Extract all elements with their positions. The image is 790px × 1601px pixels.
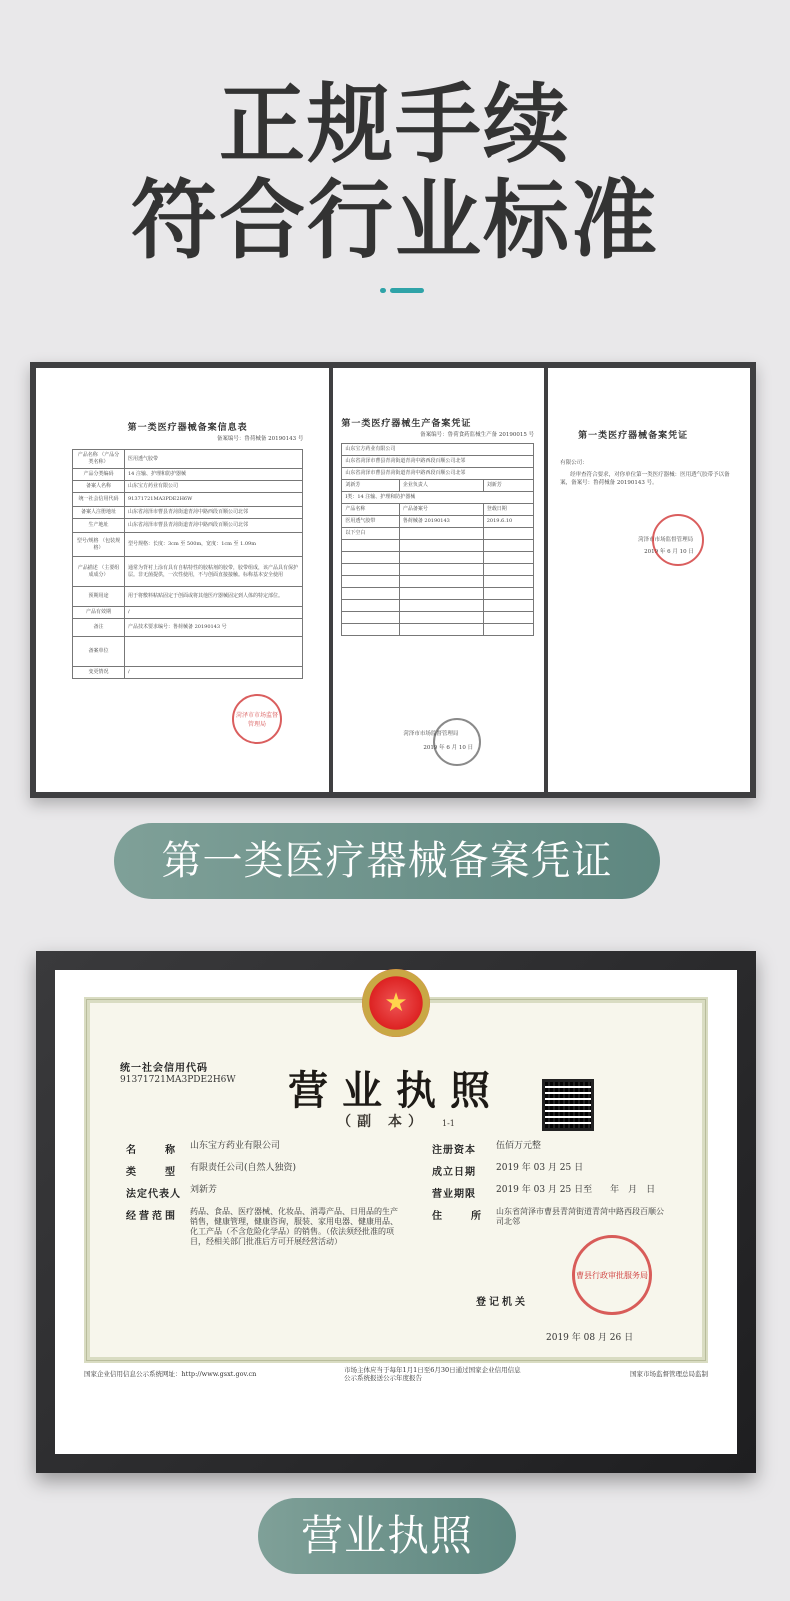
official-seal: 菏泽市市场监督管理局 (232, 694, 282, 744)
table-row (73, 607, 303, 619)
filing-certificate-date: 2019 年 6 月 10 日 (644, 549, 694, 555)
registration-authority-label: 登记机关 (476, 1297, 528, 1308)
official-seal (652, 514, 704, 566)
address-cell-1: 山东省菏泽市曹县青菏街道青菏中路西段百顺公司北邻 (342, 456, 534, 468)
production-date: 2019 年 6 月 10 日 (423, 745, 474, 751)
scope-label: 经营范围 (126, 1211, 178, 1222)
row-value: 山东宝方药业有限公司 (125, 481, 303, 493)
hero-line-1: 正规手续 (219, 75, 571, 175)
row-label: 产品描述 （主要组成成分） (73, 557, 125, 587)
company-address: 山东省菏泽市曹县青菏街道青菏中路西段百顺公司北邻 (496, 1207, 664, 1226)
frame-mat (55, 970, 737, 1454)
row-label: 统一社会信用代码 (73, 493, 125, 507)
filing-info-title: 第一类医疗器械备案信息表 (127, 423, 248, 433)
table-header: 产品备案号 (399, 504, 483, 516)
address-cell-2: 山东省菏泽市曹县青菏街道青菏中路西段百顺公司北邻 (342, 468, 534, 480)
credit-code-label: 统一社会信用代码 (120, 1063, 208, 1074)
table-row (73, 587, 303, 607)
license-title: 营业执照 (288, 1067, 504, 1114)
row-label: 产品有效期 (73, 607, 125, 619)
accent-divider (380, 288, 424, 293)
row-label: 生产地址 (73, 519, 125, 533)
table-row (73, 533, 303, 557)
business-scope: 药品、食品、医疗器械、化妆品、消毒产品、日用品的生产销售，健康管理，健康咨询，服装、家用电器、健康用品、化工产品（不含危险化学品）的销售。（依法须经批准的项目，经相关部门批准后方可开展经营活动） (190, 1207, 398, 1246)
filing-info-table (72, 449, 303, 679)
type-label: 类 型 (126, 1167, 178, 1178)
row-value: 产品技术要求编号：鲁荷械备 20190143 号 (125, 619, 303, 637)
company-type: 有限责任公司(自然人独资) (190, 1163, 297, 1173)
filing-certificate-sheet (548, 368, 750, 792)
table-row (73, 619, 303, 637)
filing-info-number: 备案编号：鲁荷械备 20190143 号 (216, 436, 304, 442)
row-label: 型号/规格 （包装规格） (73, 533, 125, 557)
row-label: 备案人注册地址 (73, 507, 125, 519)
table-header: 产品名称 (342, 504, 399, 516)
row-value: 山东省菏泽市曹县青菏街道青菏中路西段百顺公司北邻 (125, 519, 303, 533)
founded-date: 2019 年 03 月 25 日 (496, 1163, 584, 1173)
capital-label: 注册资本 (432, 1145, 476, 1156)
hero-heading (0, 75, 790, 271)
row-label: 预期用途 (73, 587, 125, 607)
table-row (73, 493, 303, 507)
table-row (73, 637, 303, 667)
registered-capital: 伍佰万元整 (496, 1141, 542, 1151)
founded-label: 成立日期 (432, 1167, 476, 1178)
leader-label-cell: 企业负责人 (399, 480, 483, 492)
official-seal: 曹县行政审批服务局 (572, 1235, 652, 1315)
scope-cell: Ⅰ类：14 注输、护理和防护器械 (342, 492, 534, 504)
official-seal (433, 718, 481, 766)
national-emblem-icon: ★ (362, 969, 430, 1037)
company-name: 山东宝方药业有限公司 (190, 1141, 281, 1151)
table-row (73, 519, 303, 533)
row-value: 14 注输、护理和防护器械 (125, 469, 303, 481)
row-value: 通常为背衬上涂有具有自粘特性的胶粘剂的胶带，胶带组成，该产品具有保护层。非无菌提供，一次性使用，不与创面直接接触。标称基本安全使用 (125, 557, 303, 587)
row-value: 用于将敷料粘贴固定于创面或将其他医疗器械固定到人体的特定部位。 (125, 587, 303, 607)
filing-certificate-label: 第一类医疗器械备案凭证 (114, 823, 660, 899)
table-cell: 鲁荷械备 20190143 (399, 516, 483, 528)
business-license (84, 988, 708, 1363)
footer-issuer: 国家市场监督管理总局监制 (630, 1370, 708, 1378)
row-label: 备案单位 (73, 637, 125, 667)
table-row (73, 557, 303, 587)
name-label: 名 称 (126, 1145, 178, 1156)
row-value: 91371721MA3PDE2H6W (125, 493, 303, 507)
filing-certificate-body: 经审查符合要求，对你单位第一类医疗器械：医用透气胶带予以备案，备案号：鲁荷械备 20190143 号。 (560, 472, 730, 486)
filing-info-sheet (36, 368, 329, 792)
term-label: 营业期限 (432, 1189, 476, 1200)
table-row (73, 469, 303, 481)
filing-certificate-to: 有限公司： (560, 460, 588, 466)
production-filing-sheet (333, 368, 544, 792)
row-value (125, 637, 303, 667)
table-cell: 以下空白 (342, 528, 399, 540)
production-filing-title: 第一类医疗器械生产备案凭证 (341, 419, 472, 429)
table-row (73, 667, 303, 679)
row-label: 产品分类编码 (73, 469, 125, 481)
row-value: 型号规格：长度：3cm 至 500m，宽度：1cm 至 1.09m (125, 533, 303, 557)
table-cell: 2019.6.10 (483, 516, 533, 528)
row-value: / (125, 607, 303, 619)
table-row (73, 507, 303, 519)
table-row (73, 481, 303, 493)
production-filing-table (341, 443, 534, 636)
credit-code: 91371721MA3PDE2H6W (120, 1075, 236, 1085)
table-cell: 医用透气胶带 (342, 516, 399, 528)
production-filing-number: 备案编号：鲁荷食药监械生产备 20190015 号 (420, 432, 535, 438)
hero-line-2: 符合行业标准 (131, 171, 659, 271)
filing-certificate-issuer: 菏泽市市场监督管理局 (638, 537, 694, 543)
row-label: 产品名称 （产品分类名称） (73, 450, 125, 469)
footer-website: 国家企业信用信息公示系统网址：http://www.gsxt.gov.cn (84, 1370, 257, 1378)
table-row (73, 450, 303, 469)
filing-certificate-title: 第一类医疗器械备案凭证 (578, 431, 689, 441)
footer-notice: 市场主体应当于每年1月1日至6月30日通过国家企业信用信息公示系统报送公示年度报告 (344, 1366, 521, 1382)
row-label: 备案人名称 (73, 481, 125, 493)
business-term: 2019 年 03 月 25 日至 年 月 日 (496, 1185, 656, 1195)
qr-code-icon (542, 1079, 594, 1131)
row-value: 山东省菏泽市曹县青菏街道青菏中路西段百顺公司北邻 (125, 507, 303, 519)
row-value: 医用透气胶带 (125, 450, 303, 469)
production-issuer: 菏泽市市场监督管理局 (403, 731, 459, 737)
row-value: / (125, 667, 303, 679)
address-label: 住 所 (432, 1211, 484, 1222)
table-header: 登载日期 (483, 504, 533, 516)
legal-cell: 刘新芳 (342, 480, 399, 492)
license-copy-label: （副 本） 1-1 (337, 1114, 455, 1130)
company-cell: 山东宝方药业有限公司 (342, 444, 534, 456)
legal-rep-label: 法定代表人 (126, 1189, 181, 1200)
row-label: 变更情况 (73, 667, 125, 679)
legal-rep: 刘新芳 (190, 1185, 218, 1195)
certificate-documents-panel (30, 362, 756, 798)
row-label: 备注 (73, 619, 125, 637)
business-license-frame (36, 951, 756, 1473)
business-license-label: 营业执照 (258, 1498, 516, 1574)
leader-cell: 刘新芳 (483, 480, 533, 492)
registration-date: 2019 年 08 月 26 日 (546, 1333, 634, 1343)
